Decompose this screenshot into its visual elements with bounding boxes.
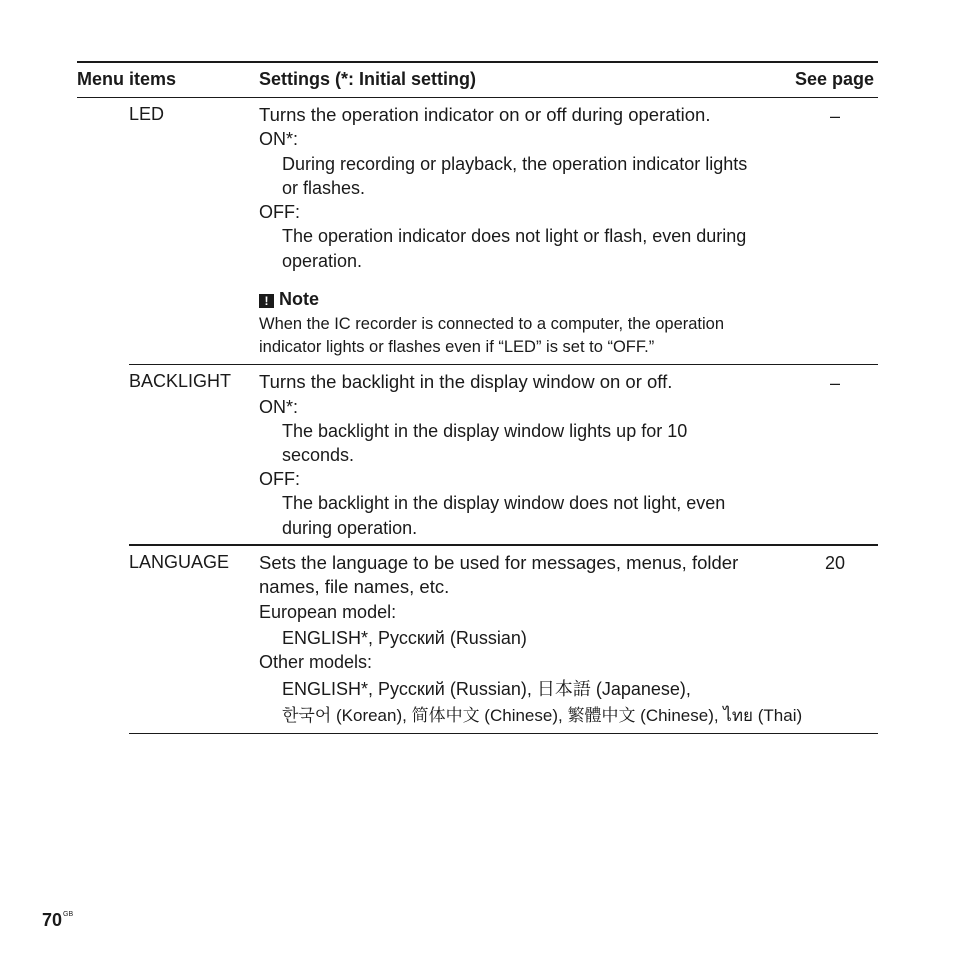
- backlight-on-text-1: The backlight in the display window lights up for 10: [282, 421, 688, 441]
- led-on-text-1: During recording or playback, the operation indicator lights: [282, 154, 748, 174]
- led-see-page: –: [830, 106, 841, 126]
- row-divider-1: [129, 364, 878, 365]
- backlight-off-text-2: during operation.: [282, 518, 418, 538]
- note-title: Note: [279, 289, 319, 309]
- menu-item-backlight: BACKLIGHT: [129, 371, 232, 391]
- backlight-see-page: –: [830, 373, 841, 393]
- led-off-label: OFF:: [259, 202, 300, 222]
- header-menu-items: Menu items: [77, 69, 177, 89]
- header-see-page: See page: [795, 69, 875, 89]
- header-settings: Settings (*: Initial setting): [259, 69, 477, 89]
- language-description-2: names, file names, etc.: [259, 576, 450, 597]
- note-text-2: indicator lights or flashes even if “LED” is set to “OFF.”: [259, 338, 655, 356]
- language-description-1: Sets the language to be used for messages, menus, folder: [259, 552, 739, 573]
- table-bottom-rule: [129, 733, 878, 734]
- backlight-off-label: OFF:: [259, 469, 300, 489]
- european-model-languages: ENGLISH*, Русский (Russian): [282, 628, 527, 648]
- header-top-rule: [77, 61, 878, 63]
- backlight-description: Turns the backlight in the display window on or off.: [259, 371, 673, 392]
- backlight-on-text-2: seconds.: [282, 445, 355, 465]
- menu-item-language: LANGUAGE: [129, 552, 230, 572]
- note-heading: [259, 289, 319, 310]
- backlight-on-label: ON*:: [259, 397, 299, 417]
- led-description: Turns the operation indicator on or off during operation.: [259, 104, 711, 125]
- header-bottom-rule: [77, 97, 878, 98]
- note-icon: !: [259, 294, 274, 308]
- led-on-label: ON*:: [259, 129, 299, 149]
- language-see-page: 20: [825, 553, 846, 573]
- backlight-off-text-1: The backlight in the display window does not light, even: [282, 493, 726, 513]
- page-number-value: 70: [42, 910, 63, 930]
- led-on-text-2: or flashes.: [282, 178, 366, 198]
- european-model-label: European model:: [259, 602, 397, 622]
- other-models-languages-1: ENGLISH*, Русский (Russian), 日本語 (Japanese),: [282, 679, 691, 699]
- led-off-text-1: The operation indicator does not light or flash, even during: [282, 226, 747, 246]
- other-models-label: Other models:: [259, 652, 373, 672]
- page-region: GB: [63, 911, 74, 918]
- menu-item-led: LED: [129, 104, 165, 124]
- note-text-1: When the IC recorder is connected to a computer, the operation: [259, 315, 725, 333]
- page-number: [42, 910, 73, 931]
- other-models-languages-2: 한국어 (Korean), 简体中文 (Chinese), 繁體中文 (Chinese), ไทย (Thai): [282, 706, 803, 725]
- row-divider-2: [129, 544, 878, 546]
- led-off-text-2: operation.: [282, 251, 363, 271]
